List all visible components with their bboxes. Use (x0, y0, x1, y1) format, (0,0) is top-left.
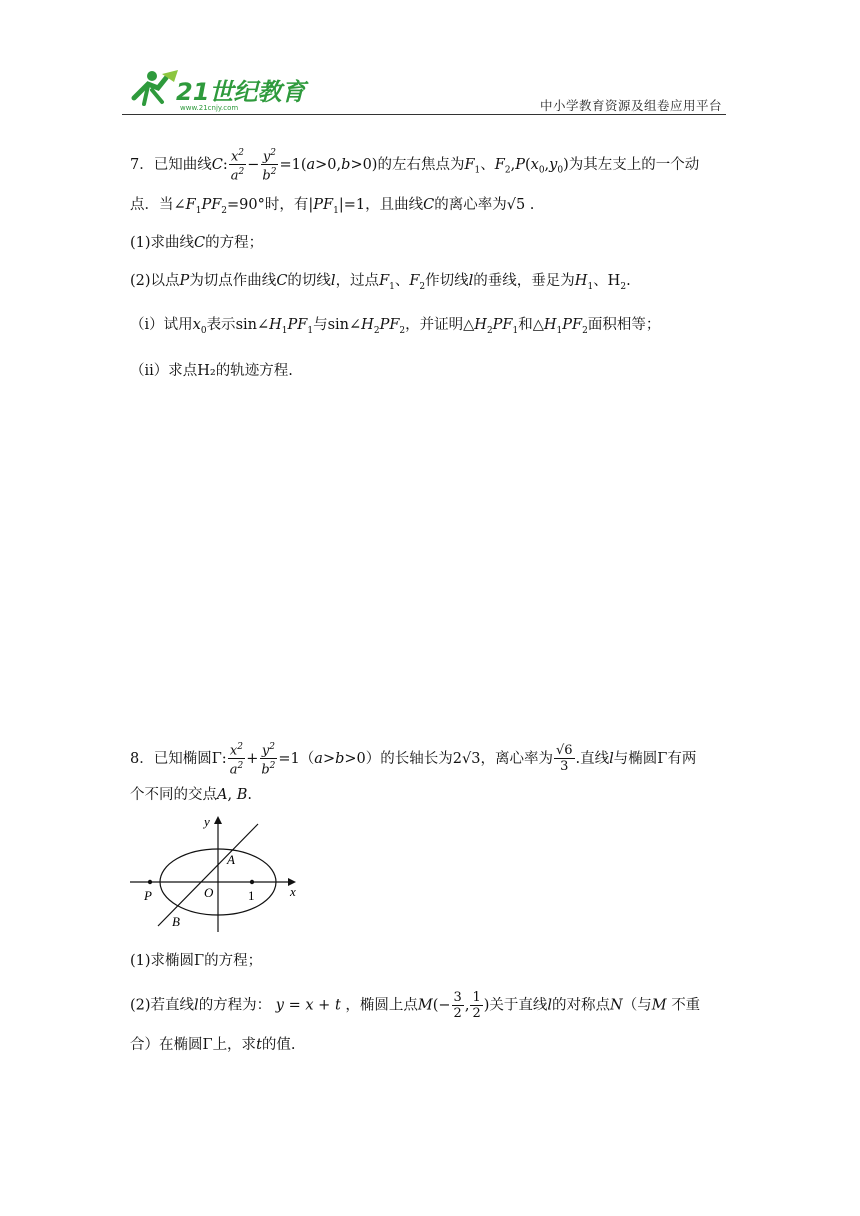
label-p: P (144, 888, 152, 903)
q7-line-1: 7．已知曲线C: $\frac{x^2}{a^2}$ − $\frac{y^2}{b^2}$ =1(a>0,b>0)的左右焦点为$F_1$、$F_2,P(x_0,y_0)$为其左支上的一个动 (130, 148, 700, 184)
runner-icon (134, 70, 178, 104)
label-x: x (290, 884, 296, 899)
q7-part-2: (2)以点P为切点作曲线C的切线l，过点$F_1$、$F_2$作切线l的垂线，垂足为$H_1$、$H_2$. (130, 273, 631, 292)
label-one: 1 (248, 888, 255, 903)
svg-text:www.21cnjy.com: www.21cnjy.com (180, 104, 239, 112)
q7-part-2-i: （ⅰ）试用$x_0$表示$\sin\angle H_1PF_1$与$\sin\angle H_2PF_2$，并证明$\triangle H_2PF_1$和$\triangle H_1PF_2$面积相等； (130, 317, 661, 336)
label-b: B (172, 914, 180, 929)
point-one (250, 880, 254, 884)
svg-text:21世纪教育: 21世纪教育 (176, 78, 306, 106)
label-y: y (204, 814, 210, 829)
q8-part-2-cont: 合）在椭圆Γ上，求t的值. (130, 1037, 296, 1053)
header-divider (122, 114, 726, 115)
question-7 (130, 142, 730, 382)
logo-21cnjy (122, 66, 306, 112)
q8-part-2: (2)若直线l的方程为： y = x + t ，椭圆上点M(− $\frac{3}{2}$ , $\frac{1}{2}$ )关于直线l的对称点N（与M 不重 (130, 990, 701, 1021)
question-8-parts (130, 950, 730, 1060)
q8-part-1: (1)求椭圆Γ的方程； (130, 953, 263, 969)
question-8 (130, 736, 730, 816)
q7-part-1: (1)求曲线C的方程； (130, 235, 264, 251)
q7-line-2: 点．当$\angle F_1PF_2=90^\circ$时，有$|PF_1|=1$，且曲线C的离心率为√5 . (130, 197, 535, 216)
q8-line-1: 8．已知椭圆Γ: $\frac{x^2}{a^2}$ + $\frac{y^2}{b^2}$ =1（a>b>0）的长轴长为2√3，离心率为 $\frac{√6}{3}$ .直线l与椭圆Γ有两 (130, 742, 697, 778)
line-l (158, 824, 258, 926)
page-header (122, 66, 726, 116)
point-p (148, 880, 152, 884)
header-tagline: 中小学教育资源及组卷应用平台 (539, 98, 722, 113)
label-o: O (204, 885, 214, 900)
q7-part-2-ii: （ⅱ）求点H₂的轨迹方程. (130, 363, 293, 379)
label-a: A (227, 852, 235, 867)
ellipse-figure (130, 812, 306, 932)
q8-line-2: 个不同的交点A, B. (130, 787, 252, 803)
y-axis-arrow-icon (214, 816, 222, 824)
